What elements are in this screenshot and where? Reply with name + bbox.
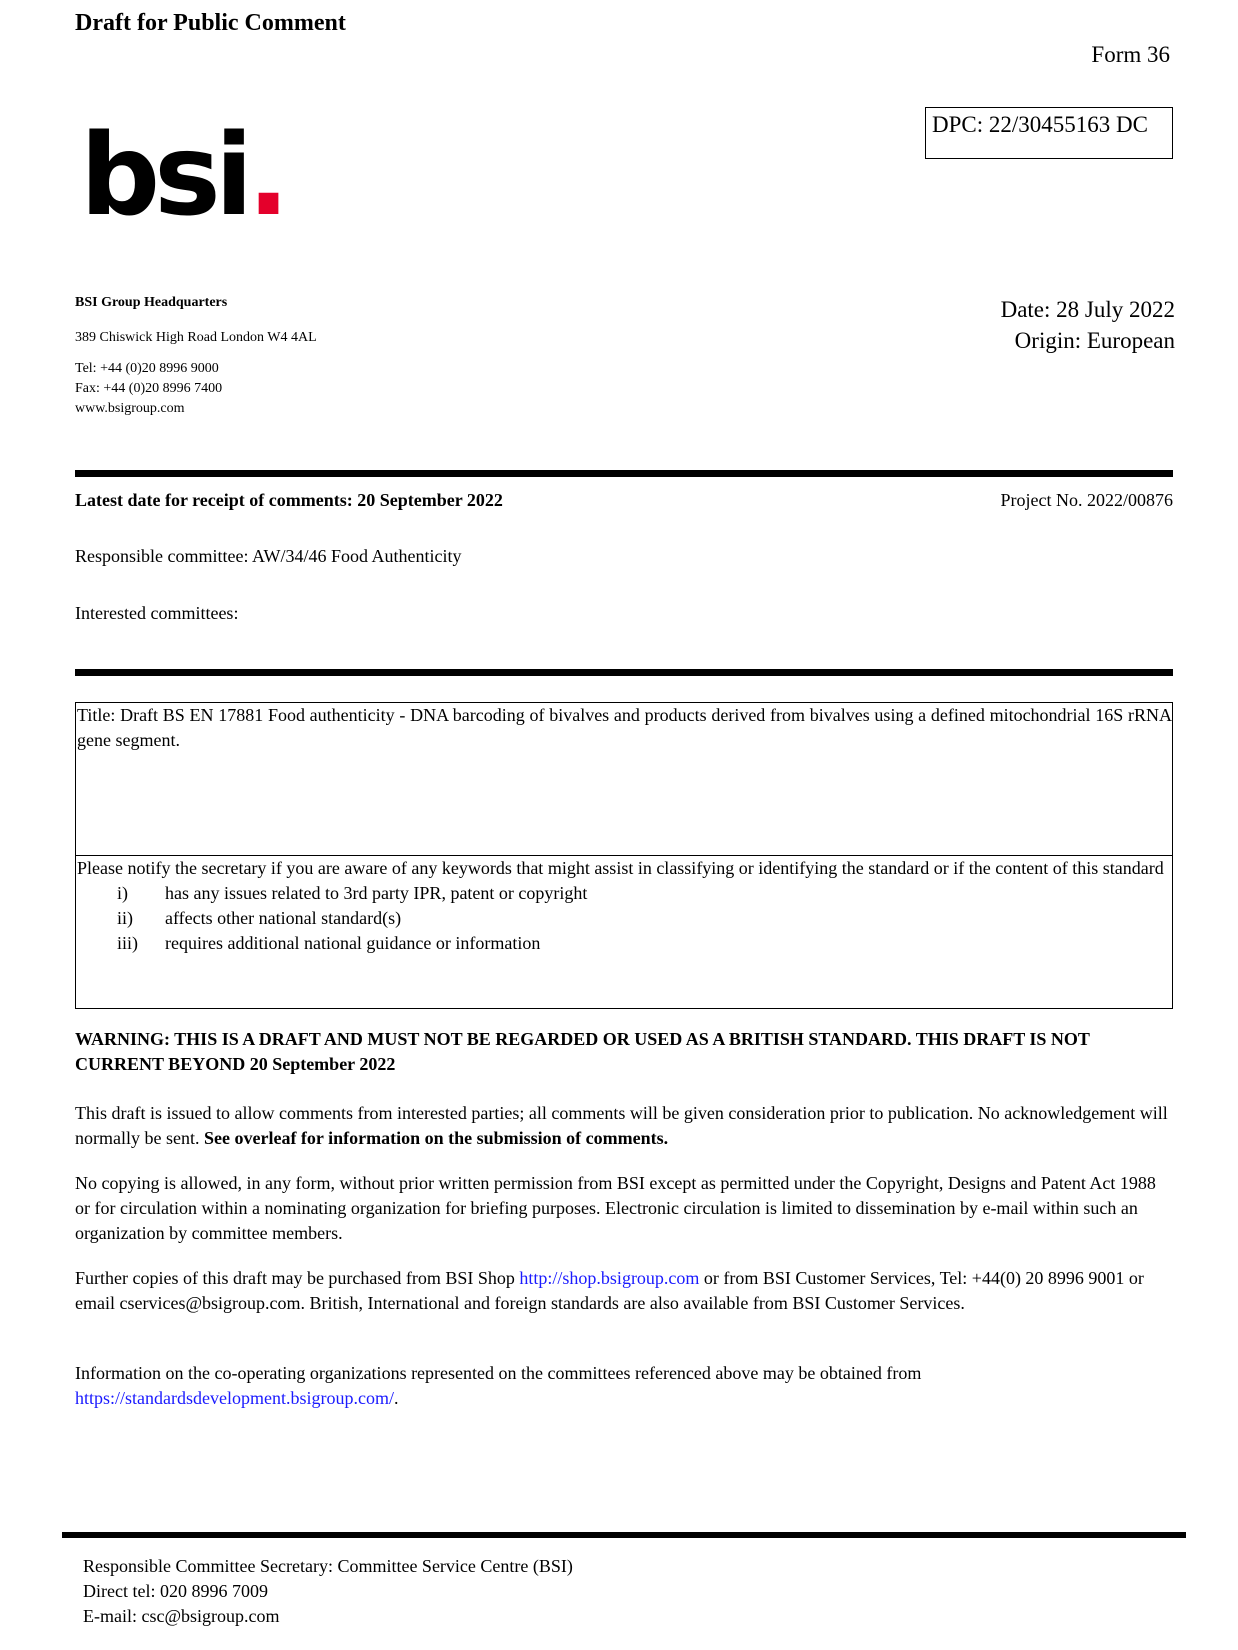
dpc-number-box: DPC: 22/30455163 DC	[925, 107, 1173, 159]
origin: Origin: European	[1014, 328, 1175, 353]
email-line: E-mail: csc@bsigroup.com	[83, 1606, 280, 1626]
divider-top	[75, 470, 1173, 477]
fax-line: Fax: +44 (0)20 8996 7400	[75, 381, 223, 396]
secretary-line: Responsible Committee Secretary: Committee Service Centre (BSI)	[83, 1556, 573, 1576]
project-number: Project No. 2022/00876	[1000, 490, 1173, 510]
date-origin-block	[1001, 294, 1175, 356]
list-item	[77, 906, 1172, 931]
list-number: ii)	[117, 908, 133, 928]
list-text: has any issues related to 3rd party IPR, patent or copyright	[165, 883, 588, 903]
divider-mid	[75, 669, 1173, 676]
hq-title: BSI Group Headquarters	[75, 295, 228, 310]
paragraph-issue	[75, 1101, 1175, 1151]
responsible-committee: Responsible committee: AW/34/46 Food Authenticity	[75, 546, 462, 566]
form-number: Form 36	[1091, 42, 1170, 67]
list-number: iii)	[117, 933, 138, 953]
paragraph-copies	[75, 1266, 1175, 1316]
warning-text: WARNING: THIS IS A DRAFT AND MUST NOT BE REGARDED OR USED AS A BRITISH STANDARD. THIS DRAFT IS NOT CURRENT BEYOND 20 September 2022	[75, 1029, 1090, 1074]
paragraph-copies-b: or from BSI Customer Services, Tel: +44(0) 20 8996 9001 or email cservices@bsigroup.com. British, International and foreign standards are also available from BSI Customer Services.	[75, 1268, 1144, 1313]
notify-box	[75, 855, 1173, 1009]
paragraph-info-b: .	[393, 1388, 399, 1408]
paragraph-issue-text: This draft is issued to allow comments from interested parties; all comments will be given consideration prior to publication. No acknowledgement will normally be sent.	[75, 1103, 1168, 1148]
logo-text: bsi	[80, 111, 248, 241]
list-item	[77, 881, 1172, 906]
notify-intro: Please notify the secretary if you are aware of any keywords that might assist in classifying or identifying the standard or if the content of this standard	[77, 858, 1164, 878]
shop-link[interactable]: http://shop.bsigroup.com	[519, 1268, 700, 1288]
interested-committees: Interested committees:	[75, 603, 239, 623]
list-text: affects other national standard(s)	[165, 908, 402, 928]
contact-block	[75, 359, 222, 419]
list-number: i)	[117, 883, 128, 903]
list-item	[77, 931, 1172, 956]
paragraph-copies-a: Further copies of this draft may be purchased from BSI Shop	[75, 1268, 520, 1288]
title-text: Title: Draft BS EN 17881 Food authenticity - DNA barcoding of bivalves and products derived from bivalves using a defined mitochondrial 16S rRNA gene segment.	[77, 705, 1172, 750]
list-text: requires additional national guidance or information	[165, 933, 541, 953]
date: Date: 28 July 2022	[1000, 297, 1175, 322]
standards-link[interactable]: https://standardsdevelopment.bsigroup.com/	[75, 1388, 394, 1408]
paragraph-copying: No copying is allowed, in any form, without prior written permission from BSI except as permitted under the Copyright, Designs and Patent Act 1988 or for circulation within a nominating organization for briefing purposes. Electronic circulation is limited to dissemination by e-mail within such an organization by committee members.	[75, 1173, 1156, 1243]
paragraph-issue-bold: See overleaf for information on the submission of comments.	[203, 1128, 669, 1148]
street-address: 389 Chiswick High Road London W4 4AL	[75, 330, 317, 345]
logo-dot: .	[247, 111, 284, 241]
latest-comment-date: Latest date for receipt of comments: 20 September 2022	[75, 490, 503, 510]
divider-footer	[62, 1532, 1186, 1538]
direct-tel-line: Direct tel: 020 8996 7009	[83, 1581, 268, 1601]
bsi-logo	[80, 111, 284, 241]
paragraph-info-a: Information on the co-operating organizations represented on the committees referenced above may be obtained from	[75, 1363, 922, 1383]
draft-label: Draft for Public Comment	[75, 10, 346, 36]
paragraph-info	[75, 1361, 1175, 1411]
tel-line: Tel: +44 (0)20 8996 9000	[75, 361, 219, 376]
title-box	[75, 702, 1173, 856]
footer-contact	[83, 1554, 573, 1629]
web-line: www.bsigroup.com	[75, 401, 185, 416]
